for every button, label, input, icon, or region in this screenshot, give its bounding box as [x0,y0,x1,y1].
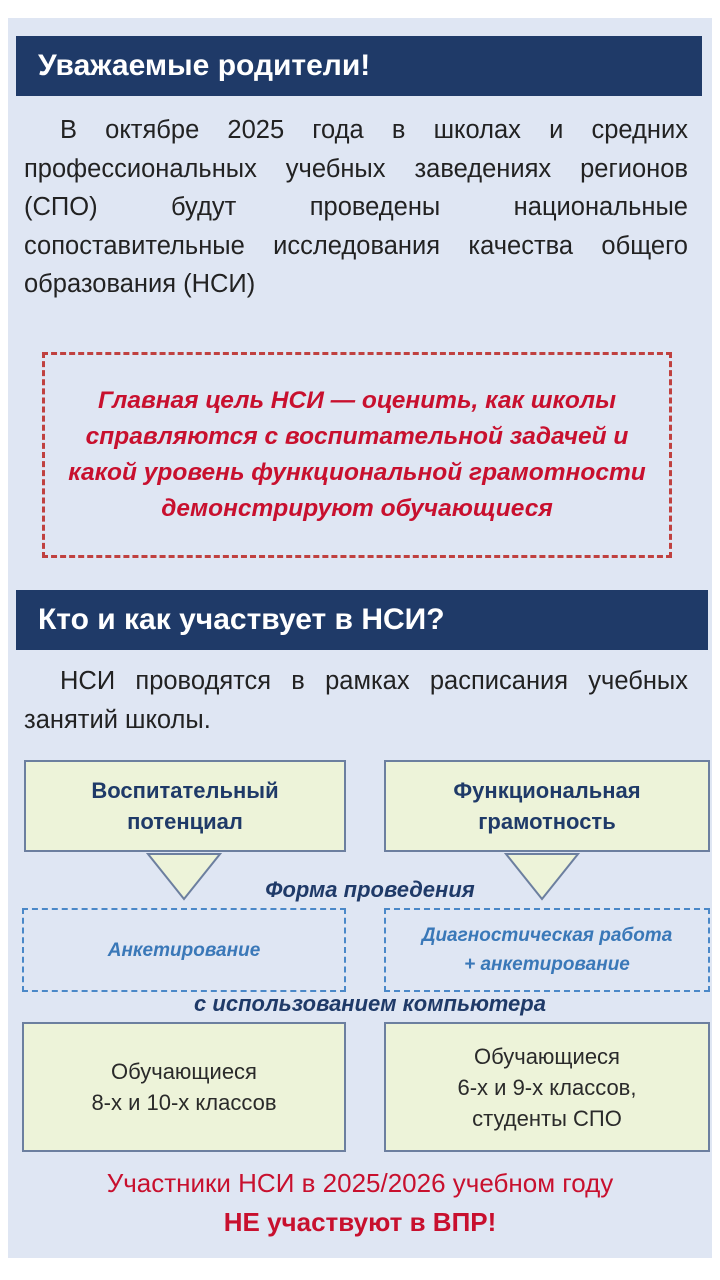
schedule-paragraph: НСИ проводятся в рамках расписания учебных занятий школы. [24,667,688,734]
goal-text: Главная цель НСИ — оценить, как школы справляются с воспитательной задачей и какой уровень функциональной грамотности демонстрируют обучающиеся [68,387,646,522]
direction-box-literacy: Функциональная грамотность [384,760,710,852]
participants-box-6-9-spo: Обучающиеся 6-х и 9-х классов, студенты СПО [384,1022,710,1152]
footer-note: Участники НСИ в 2025/2026 учебном году [106,1168,614,1198]
footer-warning: НЕ участвуют в ВПР! [223,1207,497,1237]
form-box-survey: Анкетирование [22,908,346,992]
form-label: Форма проведения [265,877,475,902]
form-box-diagnostic: Диагностическая работа + анкетирование [384,908,710,992]
goal-box [42,352,672,558]
intro-paragraph: В октябре 2025 года в школах и средних профессиональных учебных заведениях регионов (СПО) будут проведены национальные сопоставительные исследования качества общего образования (НСИ) [24,116,688,298]
participants-box-8-10: Обучающиеся 8-х и 10-х классов [22,1022,346,1152]
direction-box-upbringing: Воспитательный потенциал [24,760,346,852]
section-title-participation: Кто и как участвует в НСИ? [16,590,708,650]
computer-label: с использованием компьютера [194,991,546,1016]
section-title-parents: Уважаемые родители! [16,36,702,96]
